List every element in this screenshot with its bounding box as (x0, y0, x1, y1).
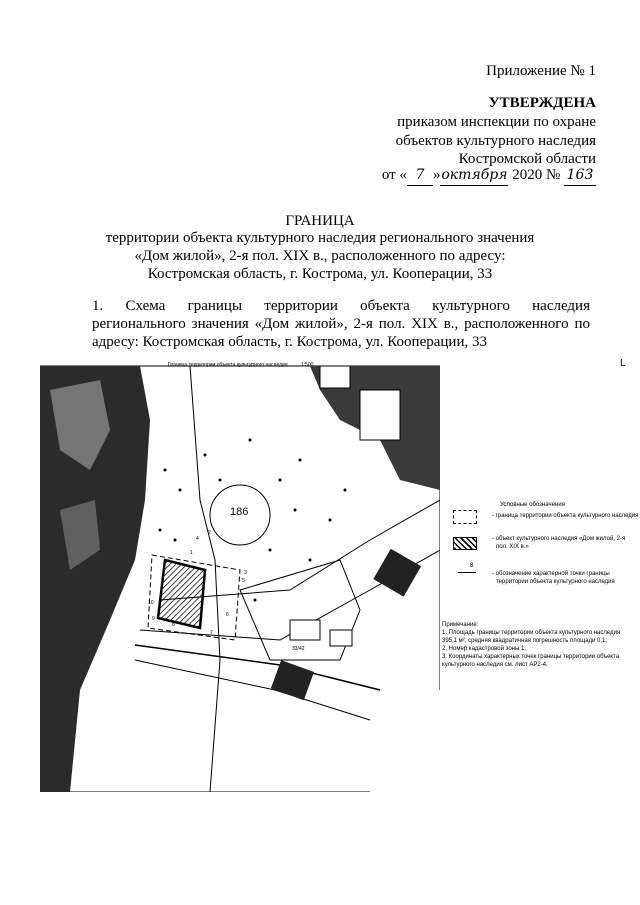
date-year: 2020 № (512, 167, 561, 183)
date-month: октября (440, 166, 508, 186)
point-label-8: 8 (172, 622, 175, 628)
note-2: 2. Номер кадастровой зоны 1; (442, 646, 526, 652)
building-small-2 (330, 630, 352, 646)
point-label-3: 3 (244, 570, 247, 576)
notes-title: Примечание: (442, 622, 479, 628)
point-label-10: 10 (148, 600, 154, 606)
note-1b: 395,1 м², средняя квадратичная погрешность площади 0,1; (442, 638, 607, 644)
legend-item-3a: - обозначение характерной точки границы (492, 571, 610, 577)
legend-point-number: 8 (470, 563, 474, 569)
legend-item-3b: территории объекта культурного наследия (496, 579, 615, 585)
order-number: 163 (564, 166, 596, 186)
approval-word: УТВЕРЖДЕНА (488, 95, 596, 111)
legend-title: Условные обозначения (500, 502, 565, 508)
legend-item-2a: - объект культурного наследия «Дом жилой, 2-я (492, 536, 626, 542)
doc-subtitle-2: «Дом жилой», 2-я пол. XIX в., расположенного по адресу: (134, 248, 506, 264)
legend-item-2b: пол. XIX в.» (496, 544, 529, 550)
point-label-5: 5 (242, 578, 245, 584)
map-drawing (40, 360, 440, 792)
approval-line-3: Костромской области (458, 151, 596, 167)
approval-line-2: объектов культурного наследия (395, 133, 596, 149)
note-1a: 1. Площадь границы территории объекта культурного наследия (442, 630, 621, 636)
building-top-2 (320, 366, 350, 388)
legend-heritage-symbol (453, 537, 477, 550)
date-prefix: от « (381, 167, 407, 183)
parcel-label: 33/42 (292, 646, 305, 652)
point-label-7: 7 (210, 630, 213, 636)
date-mid: » (432, 167, 441, 183)
point-label-2: 2 (208, 530, 211, 536)
map-scale: 1:500 (300, 362, 314, 368)
doc-title: ГРАНИЦА (285, 213, 355, 229)
note-3a: 3. Координаты характерных точек границы территории объекта (442, 654, 620, 660)
boundary-map (40, 360, 440, 792)
legend-item-1: - граница территории объекта культурного наследия (492, 513, 639, 519)
legend-boundary-symbol (453, 510, 477, 524)
doc-subtitle-3: Костромская область, г. Кострома, ул. Кооперации, 33 (147, 266, 493, 282)
doc-subtitle-1: территории объекта культурного наследия регионального значения (105, 230, 535, 246)
corner-mark: L (620, 358, 626, 369)
cadastral-number: 186 (230, 506, 249, 518)
legend-point-symbol (458, 572, 476, 573)
point-label-4: 4 (196, 536, 199, 542)
point-label-9: 9 (152, 616, 155, 622)
heritage-object (158, 560, 205, 628)
note-3b: культурного наследия см. лист АР2-4. (442, 662, 548, 668)
appendix-label: Приложение № 1 (486, 63, 596, 79)
paragraph-line-1: 1. Схема границы территории объекта культурного наследия (92, 298, 590, 314)
map-caption (168, 362, 313, 368)
point-label-1: 1 (190, 550, 193, 556)
building-small-1 (290, 620, 320, 640)
paragraph-line-3: адресу: Костромская область, г. Кострома, ул. Кооперации, 33 (92, 334, 487, 350)
paragraph-line-2: регионального значения «Дом жилой», 2-я пол. XIX в., расположенного по (92, 316, 590, 332)
point-label-6: 6 (226, 612, 229, 618)
approval-line-1: приказом инспекции по охране (397, 114, 596, 130)
map-caption-text: Граница территории объекта культурного наследия (168, 362, 288, 368)
building-top (360, 390, 400, 440)
approval-date-line (382, 166, 596, 186)
date-day: 7 (407, 166, 433, 186)
map-cutout (370, 690, 440, 792)
